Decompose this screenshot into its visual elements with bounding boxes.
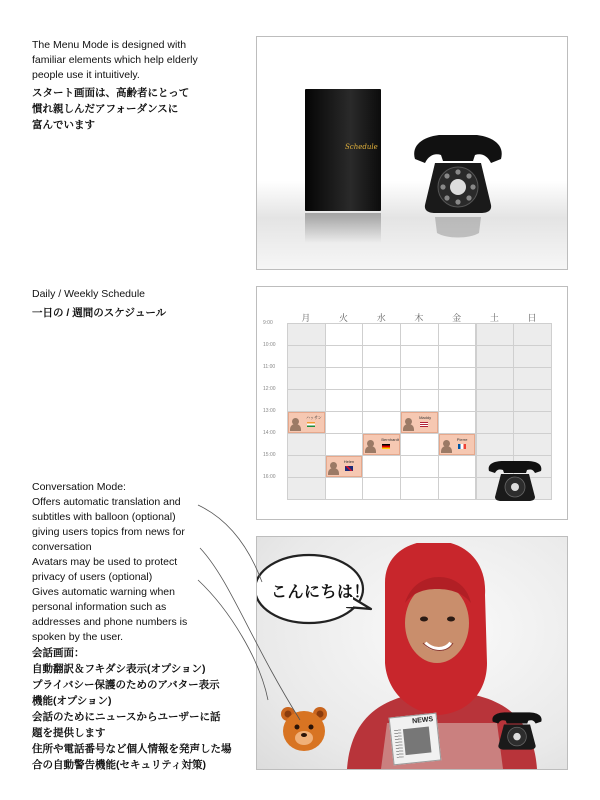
conv-caption-en-line: Conversation Mode: bbox=[32, 481, 126, 493]
conv-caption-jp-line: 会話画面： bbox=[32, 647, 85, 659]
schedule-cell[interactable] bbox=[400, 323, 439, 346]
avatar-body bbox=[290, 424, 301, 431]
schedule-cell[interactable] bbox=[287, 477, 326, 500]
avatar-body bbox=[328, 468, 339, 475]
schedule-cell[interactable] bbox=[362, 345, 401, 368]
flag-icon bbox=[307, 422, 315, 427]
avatar-body bbox=[365, 446, 376, 453]
day-header: 木 bbox=[414, 313, 424, 323]
schedule-cell[interactable] bbox=[513, 367, 552, 390]
schedule-cell[interactable] bbox=[438, 367, 477, 390]
menu-caption-en-line: The Menu Mode is designed with bbox=[32, 39, 187, 51]
conv-caption-en-line: subtitles with balloon (optional) bbox=[32, 511, 176, 523]
schedule-cell[interactable] bbox=[325, 323, 364, 346]
flag-icon bbox=[458, 444, 466, 449]
news-photo bbox=[403, 726, 432, 755]
contact-name: Maddy bbox=[419, 415, 432, 420]
news-label: NEWS bbox=[411, 716, 434, 726]
schedule-cell[interactable] bbox=[287, 455, 326, 478]
appointment-card[interactable] bbox=[401, 412, 438, 433]
schedule-cell[interactable] bbox=[438, 389, 477, 412]
schedule-cell[interactable] bbox=[476, 389, 515, 412]
time-label: 10:00 bbox=[263, 342, 276, 348]
schedule-caption-jp: 一日の / 週間のスケジュール bbox=[32, 307, 167, 319]
schedule-cell[interactable] bbox=[400, 433, 439, 456]
conv-caption-en-line: privacy of users (optional) bbox=[32, 571, 153, 583]
conv-caption-jp-line: 合の自動警告機能(セキュリティ対策) bbox=[32, 759, 206, 771]
time-label: 15:00 bbox=[263, 452, 276, 458]
day-header: 火 bbox=[339, 313, 349, 323]
schedule-cell[interactable] bbox=[362, 455, 401, 478]
schedule-cell[interactable] bbox=[287, 345, 326, 368]
schedule-cell[interactable] bbox=[325, 477, 364, 500]
day-header: 月 bbox=[301, 313, 311, 323]
conv-caption-en-line: conversation bbox=[32, 541, 92, 553]
schedule-cell[interactable] bbox=[362, 477, 401, 500]
conv-caption-en-line: Gives automatic warning when bbox=[32, 586, 175, 598]
rotary-phone-icon[interactable] bbox=[489, 709, 545, 753]
bear-avatar-icon[interactable] bbox=[279, 705, 329, 753]
appointment-card[interactable] bbox=[363, 434, 400, 455]
menu-caption-en-line: people use it intuitively. bbox=[32, 69, 140, 81]
weekly-schedule-screen bbox=[256, 286, 568, 520]
conv-caption-jp-line: 題を提供します bbox=[32, 727, 106, 739]
flag-icon bbox=[382, 444, 390, 449]
menu-caption-jp-line: 慣れ親しんだアフォーダンスに bbox=[32, 103, 179, 115]
schedule-cell[interactable] bbox=[400, 389, 439, 412]
time-label: 13:00 bbox=[263, 408, 276, 414]
schedule-cell[interactable] bbox=[438, 411, 477, 434]
conv-caption-jp-line: 自動翻訳＆フキダシ表示(オプション) bbox=[32, 663, 206, 675]
book-title: Schedule bbox=[345, 143, 378, 151]
conv-caption-jp-line: プライバシー保護のためのアバター表示 bbox=[32, 679, 220, 691]
schedule-caption-en: Daily / Weekly Schedule bbox=[32, 288, 146, 300]
day-header: 土 bbox=[489, 313, 499, 323]
schedule-cell[interactable] bbox=[513, 345, 552, 368]
schedule-cell[interactable] bbox=[325, 389, 364, 412]
schedule-cell[interactable] bbox=[287, 323, 326, 346]
schedule-cell[interactable] bbox=[476, 433, 515, 456]
appointment-card[interactable] bbox=[439, 434, 476, 455]
book-reflection bbox=[305, 213, 381, 243]
schedule-cell[interactable] bbox=[513, 433, 552, 456]
contact-name: Helen bbox=[343, 459, 355, 464]
schedule-cell[interactable] bbox=[325, 411, 364, 434]
schedule-cell[interactable] bbox=[400, 345, 439, 368]
time-label: 9:00 bbox=[263, 320, 273, 326]
contact-name: ハッサン bbox=[306, 415, 322, 420]
avatar-body bbox=[403, 424, 414, 431]
menu-caption-en-line: familiar elements which help elderly bbox=[32, 54, 198, 66]
menu-caption-jp-line: 富んでいます bbox=[32, 119, 95, 131]
flag-icon bbox=[345, 466, 353, 471]
conv-caption-en-line: Avatars may be used to protect bbox=[32, 556, 178, 568]
schedule-cell[interactable] bbox=[287, 367, 326, 390]
conversation-caption bbox=[32, 480, 232, 773]
day-header: 金 bbox=[452, 313, 462, 323]
schedule-cell[interactable] bbox=[400, 477, 439, 500]
schedule-cell[interactable] bbox=[513, 389, 552, 412]
schedule-cell[interactable] bbox=[325, 433, 364, 456]
rotary-phone-icon[interactable] bbox=[409, 129, 507, 241]
time-label: 14:00 bbox=[263, 430, 276, 436]
conv-caption-en-line: giving users topics from news for bbox=[32, 526, 185, 538]
schedule-cell[interactable] bbox=[513, 323, 552, 346]
schedule-cell[interactable] bbox=[400, 455, 439, 478]
schedule-cell[interactable] bbox=[476, 411, 515, 434]
appointment-card[interactable] bbox=[288, 412, 325, 433]
time-label: 12:00 bbox=[263, 386, 276, 392]
avatar-body bbox=[441, 446, 452, 453]
schedule-cell[interactable] bbox=[438, 477, 477, 500]
rotary-phone-icon[interactable] bbox=[485, 459, 545, 503]
balloon-subtitle-text: こんにちは！ bbox=[271, 584, 371, 601]
schedule-cell[interactable] bbox=[325, 367, 364, 390]
appointment-card[interactable] bbox=[326, 456, 363, 477]
schedule-cell[interactable] bbox=[362, 389, 401, 412]
news-paper-icon[interactable] bbox=[389, 713, 442, 766]
conv-caption-en-line: Offers automatic translation and bbox=[32, 496, 181, 508]
schedule-cell[interactable] bbox=[400, 367, 439, 390]
schedule-caption bbox=[32, 287, 166, 321]
schedule-cell[interactable] bbox=[325, 345, 364, 368]
schedule-cell[interactable] bbox=[362, 367, 401, 390]
flag-icon bbox=[420, 422, 428, 427]
time-label: 16:00 bbox=[263, 474, 276, 480]
schedule-cell[interactable] bbox=[513, 411, 552, 434]
schedule-cell[interactable] bbox=[438, 345, 477, 368]
contact-name: Pierre bbox=[456, 437, 468, 442]
schedule-cell[interactable] bbox=[438, 455, 477, 478]
schedule-cell[interactable] bbox=[476, 323, 515, 346]
menu-mode-screen bbox=[256, 36, 568, 270]
menu-caption-jp-line: スタート画面は、高齢者にとって bbox=[32, 87, 190, 99]
day-header: 日 bbox=[527, 313, 537, 323]
conv-caption-en-line: personal information such as bbox=[32, 601, 167, 613]
schedule-cell[interactable] bbox=[476, 345, 515, 368]
menu-mode-caption bbox=[32, 38, 198, 133]
conv-caption-en-line: spoken by the user. bbox=[32, 631, 124, 643]
conv-caption-jp-line: 会話のためにニュースからユーザーに話 bbox=[32, 711, 221, 723]
schedule-book-icon[interactable] bbox=[305, 89, 381, 211]
time-label: 11:00 bbox=[263, 364, 276, 370]
conv-caption-en-line: addresses and phone numbers is bbox=[32, 616, 188, 628]
schedule-cell[interactable] bbox=[438, 323, 477, 346]
conv-caption-jp-line: 機能(オプション) bbox=[32, 695, 112, 707]
schedule-cell[interactable] bbox=[287, 433, 326, 456]
schedule-cell[interactable] bbox=[362, 323, 401, 346]
conv-caption-jp-line: 住所や電話番号など個人情報を発声した場 bbox=[32, 743, 232, 755]
day-header: 水 bbox=[376, 313, 386, 323]
contact-name: Bernhardt bbox=[381, 437, 399, 442]
news-text-lines bbox=[394, 729, 404, 758]
conversation-screen bbox=[256, 536, 568, 770]
schedule-cell[interactable] bbox=[476, 367, 515, 390]
schedule-cell[interactable] bbox=[287, 389, 326, 412]
schedule-cell[interactable] bbox=[362, 411, 401, 434]
